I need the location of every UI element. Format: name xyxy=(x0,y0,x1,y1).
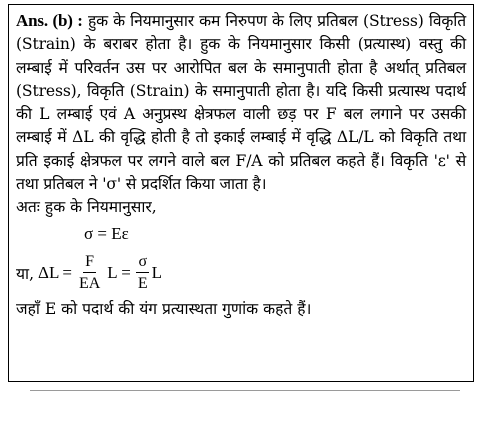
fraction-denominator: EA xyxy=(78,275,101,293)
fraction-numerator: F xyxy=(83,252,96,273)
bottom-divider xyxy=(30,390,460,391)
equation-lhs: ΔL xyxy=(38,262,60,282)
equation-middle: L = xyxy=(107,262,131,282)
conclusion-text: जहाँ E को पदार्थ की यंग प्रत्यास्थता गुणांक कहते हैं। xyxy=(16,299,312,318)
answer-label: Ans. (b) : xyxy=(16,11,83,30)
answer-paragraph xyxy=(16,9,466,196)
fraction-stress-modulus xyxy=(136,252,150,293)
equation-elongation xyxy=(16,250,466,296)
law-intro: अतः हुक के नियमानुसार, xyxy=(16,198,157,217)
equation-prefix: या, xyxy=(16,264,35,283)
equation-tail: L xyxy=(151,262,163,282)
fraction-numerator: σ xyxy=(136,252,149,273)
answer-box xyxy=(8,4,474,382)
answer-text: हुक के नियमानुसार कम निरुपण के लिए प्रतिबल (Stress) विकृति (Strain) के बराबर होता है। हुक के नियमानुसार किसी (प्रत्यास्थ) वस्तु की लम्बाई में परिवर्तन उस पर आरोपित बल के समानुपाती होता है अर्थात् प्रतिबल (Stress), विकृति (Strain) के समानुपाती होता है। यदि किसी प्रत्यास्थ पदार्थ की L लम्बाई एवं A अनुप्रस्थ क्षेत्रफल वाली छड़ पर F बल लगाने पर उसकी लम्बाई में ΔL की वृद्धि होती है तो इकाई लम्बाई में वृद्धि ΔL/L को विकृति तथा प्रति इकाई क्षेत्रफल पर लगने वाले बल F/A को प्रतिबल कहते हैं। विकृति 'ε' से तथा प्रतिबल ने 'σ' से प्रदर्शित किया जाता है। xyxy=(16,12,466,194)
fraction-force-area xyxy=(77,252,102,293)
fraction-denominator: E xyxy=(137,275,148,293)
equation-stress-strain: σ = Eε xyxy=(84,223,129,243)
equation-equals: = xyxy=(62,262,72,282)
